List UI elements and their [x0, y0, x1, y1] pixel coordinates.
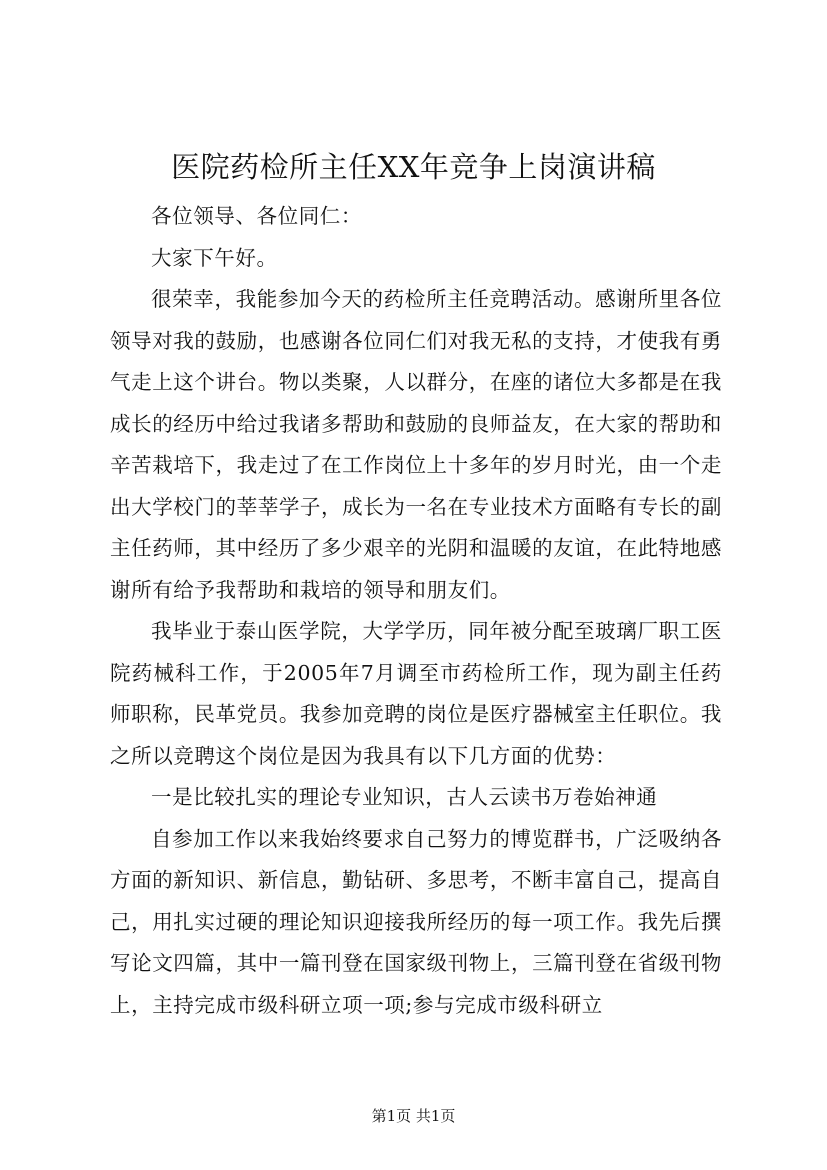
paragraph-background: 我毕业于泰山医学院，大学学历，同年被分配至玻璃厂职工医院药械科工作，于2005年7月调至市药检所工作，现为副主任药师职称，民革党员。我参加竞聘的岗位是医疗器械室主任职位。我之所以竞聘这个岗位是因为我具有以下几方面的优势：: [110, 619, 722, 768]
paragraph-advantage-heading: 一是比较扎实的理论专业知识，古人云读书万卷始神通: [151, 785, 658, 809]
page-footer: 第1页 共1页: [371, 1107, 456, 1125]
paragraph-advantage-detail: 自参加工作以来我始终要求自己努力的博览群书，广泛吸纳各方面的新知识、新信息，勤钻研、多思考，不断丰富自己，提高自己，用扎实过硬的理论知识迎接我所经历的每一项工作。我先后撰写论文四篇，其中一篇刊登在国家级刊物上，三篇刊登在省级刊物上，主持完成市级科研立项一项;参与完成市级科研立: [110, 826, 722, 1017]
document-title: 医院药检所主任XX年竞争上岗演讲稿: [171, 150, 656, 184]
paragraph-introduction: 很荣幸，我能参加今天的药检所主任竞聘活动。感谢所里各位领导对我的鼓励，也感谢各位同仁们对我无私的支持，才使我有勇气走上这个讲台。物以类聚，人以群分，在座的诸位大多都是在我成长的经历中给过我诸多帮助和鼓励的良师益友，在大家的帮助和辛苦栽培下，我走过了在工作岗位上十多年的岁月时光，由一个走出大学校门的莘莘学子，成长为一名在专业技术方面略有专长的副主任药师，其中经历了多少艰辛的光阴和温暖的友谊，在此特地感谢所有给予我帮助和栽培的领导和朋友们。: [110, 287, 722, 602]
document-body: [110, 196, 722, 1026]
paragraph-greeting: 大家下午好。: [151, 245, 278, 270]
paragraph-salutation: 各位领导、各位同仁：: [151, 204, 362, 228]
